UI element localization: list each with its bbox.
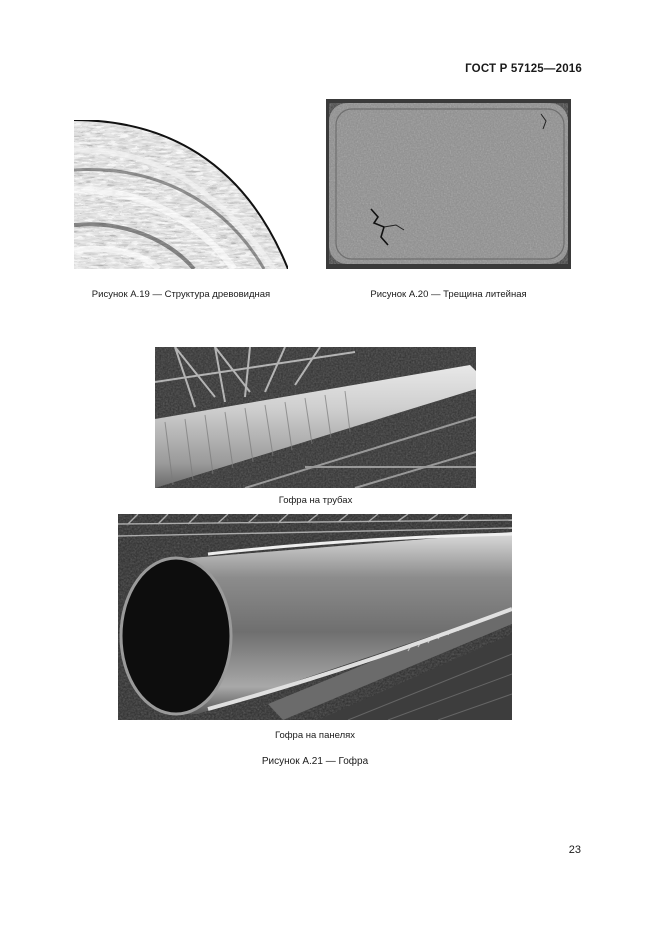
figure-a20-photo — [326, 99, 571, 269]
figure-a21-tubes-caption: Гофра на трубах — [278, 495, 353, 506]
figure-a20-caption: Рисунок А.20 — Трещина литейная — [370, 289, 527, 300]
figure-a21-panels-photo — [118, 514, 512, 720]
standard-code: ГОСТ Р 57125—2016 — [465, 63, 582, 75]
figure-a21-caption: Рисунок А.21 — Гофра — [261, 756, 369, 767]
figure-a21-panels-caption: Гофра на панелях — [274, 730, 356, 741]
page-number: 23 — [568, 844, 581, 856]
figure-a19-photo — [74, 120, 288, 269]
figure-a19-caption: Рисунок А.19 — Структура древовидная — [91, 289, 271, 300]
figure-a21-tubes-photo — [155, 347, 476, 488]
